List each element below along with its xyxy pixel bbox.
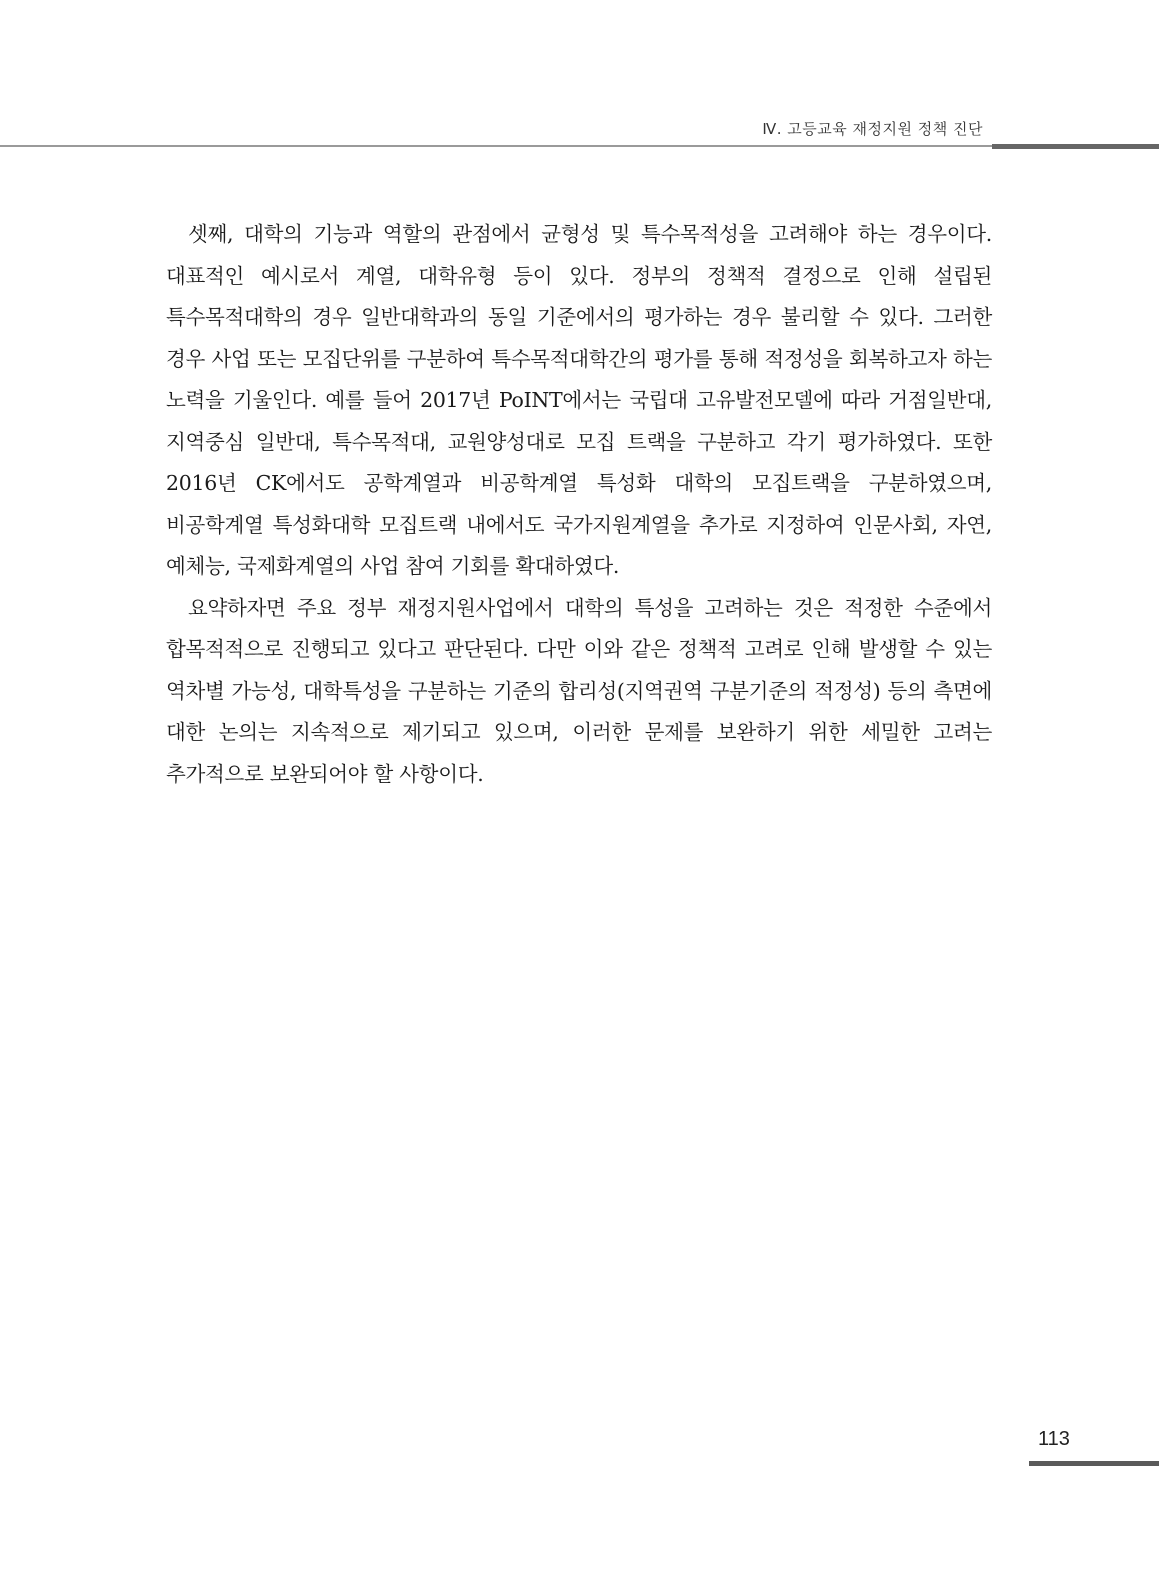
paragraph: 요약하자면 주요 정부 재정지원사업에서 대학의 특성을 고려하는 것은 적정한 수준에서 합목적적으로 진행되고 있다고 판단된다. 다만 이와 같은 정책적 고려로 인해 발생할 수 있는 역차별 가능성, 대학특성을 구분하는 기준의 합리성(지역권역 구분기준의 적정성) 등의 측면에 대한 논의는 지속적으로 제기되고 있으며, 이러한 문제를 보완하기 위한 세밀한 고려는 추가적으로 보완되어야 할 사항이다. <box>166 595 992 786</box>
footer-rule <box>1029 1461 1159 1466</box>
header-rule-accent <box>992 144 1159 149</box>
page-number: 113 <box>1038 1428 1070 1450</box>
body-text <box>166 214 992 795</box>
header-rule <box>0 145 992 147</box>
paragraph: 셋째, 대학의 기능과 역할의 관점에서 균형성 및 특수목적성을 고려해야 하는 경우이다. 대표적인 예시로서 계열, 대학유형 등이 있다. 정부의 정책적 결정으로 인해 설립된 특수목적대학의 경우 일반대학과의 동일 기준에서의 평가하는 경우 불리할 수 있다. 그러한 경우 사업 또는 모집단위를 구분하여 특수목적대학간의 평가를 통해 적정성을 회복하고자 하는 노력을 기울인다. 예를 들어 2017년 PoINT에서는 국립대 고유발전모델에 따라 거점일반대, 지역중심 일반대, 특수목적대, 교원양성대로 모집 트랙을 구분하고 각기 평가하였다. 또한 2016년 CK에서도 공학계열과 비공학계열 특성화 대학의 모집트랙을 구분하였으며, 비공학계열 특성화대학 모집트랙 내에서도 국가지원계열을 추가로 지정하여 인문사회, 자연, 예체능, 국제화계열의 사업 참여 기회를 확대하였다. <box>166 222 992 578</box>
running-header: Ⅳ. 고등교육 재정지원 정책 진단 <box>762 120 983 138</box>
